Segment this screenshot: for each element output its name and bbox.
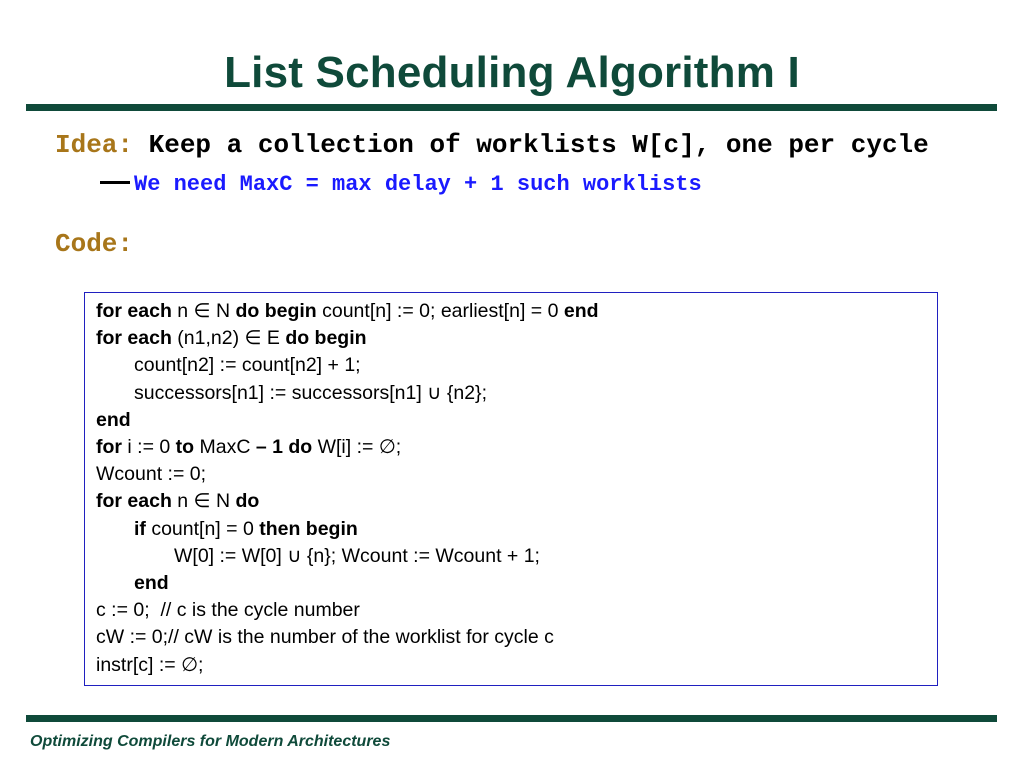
code-keyword: for each	[96, 300, 172, 322]
code-keyword: do begin	[235, 300, 317, 322]
code-text: W[i] := ∅;	[312, 436, 402, 458]
code-text: (n1,n2) ∈ E	[171, 327, 286, 350]
code-text: instr[c] := ∅;	[96, 653, 204, 676]
code-label: Code:	[55, 229, 134, 259]
code-line	[134, 571, 169, 595]
code-keyword: do begin	[285, 327, 367, 350]
code-line	[134, 517, 358, 541]
code-keyword: for each	[96, 490, 172, 513]
code-line	[96, 462, 206, 486]
slide-title: List Scheduling Algorithm I	[224, 48, 800, 97]
code-line	[96, 489, 259, 513]
footer-divider	[26, 715, 997, 722]
code-line	[96, 598, 360, 622]
code-text: Wcount := 0;	[96, 463, 207, 486]
code-text: MaxC	[194, 436, 256, 458]
code-text: n ∈ N	[171, 490, 236, 513]
code-line	[134, 381, 487, 405]
code-keyword: if	[134, 517, 146, 540]
code-line	[96, 625, 554, 649]
code-keyword: end	[96, 408, 131, 431]
sub-bullet-text: We need MaxC = max delay + 1 such worklists	[134, 172, 702, 197]
code-text: successors[n1] := successors[n1] ∪ {n2};	[134, 381, 487, 404]
code-line	[96, 299, 599, 323]
code-keyword: do	[288, 436, 313, 458]
idea-text: Keep a collection of worklists W[c], one per cycle	[133, 130, 929, 160]
code-keyword: – 1	[255, 436, 283, 458]
code-line	[96, 326, 367, 350]
code-text: i := 0	[122, 436, 176, 458]
code-keyword: then begin	[259, 517, 358, 540]
code-text: cW := 0;// cW is the number of the worklist for cycle c	[96, 626, 554, 649]
code-keyword: do	[235, 490, 260, 513]
dash-icon	[100, 181, 130, 184]
code-line	[96, 435, 401, 459]
code-text: W[0] := W[0] ∪ {n}; Wcount := Wcount + 1;	[174, 544, 540, 567]
idea-bullet	[55, 130, 929, 160]
code-line	[96, 408, 131, 432]
code-text: n ∈ N	[171, 300, 236, 322]
code-text: c := 0; // c is the cycle number	[96, 599, 360, 622]
code-text: count[n2] := count[n2] + 1;	[134, 354, 361, 377]
code-line	[174, 544, 540, 568]
code-keyword: to	[175, 436, 195, 458]
idea-label: Idea:	[55, 130, 134, 160]
sub-bullet	[100, 172, 702, 197]
code-keyword: end	[134, 572, 169, 594]
code-line	[134, 353, 361, 377]
code-keyword: for each	[96, 327, 172, 350]
code-text: count[n] := 0; earliest[n] = 0	[316, 300, 564, 322]
footer-text: Optimizing Compilers for Modern Architectures	[30, 733, 391, 750]
code-keyword: end	[563, 300, 599, 322]
code-keyword: for	[96, 436, 122, 458]
code-line	[96, 653, 203, 677]
code-text: count[n] = 0	[145, 517, 260, 540]
title-divider	[26, 104, 997, 111]
